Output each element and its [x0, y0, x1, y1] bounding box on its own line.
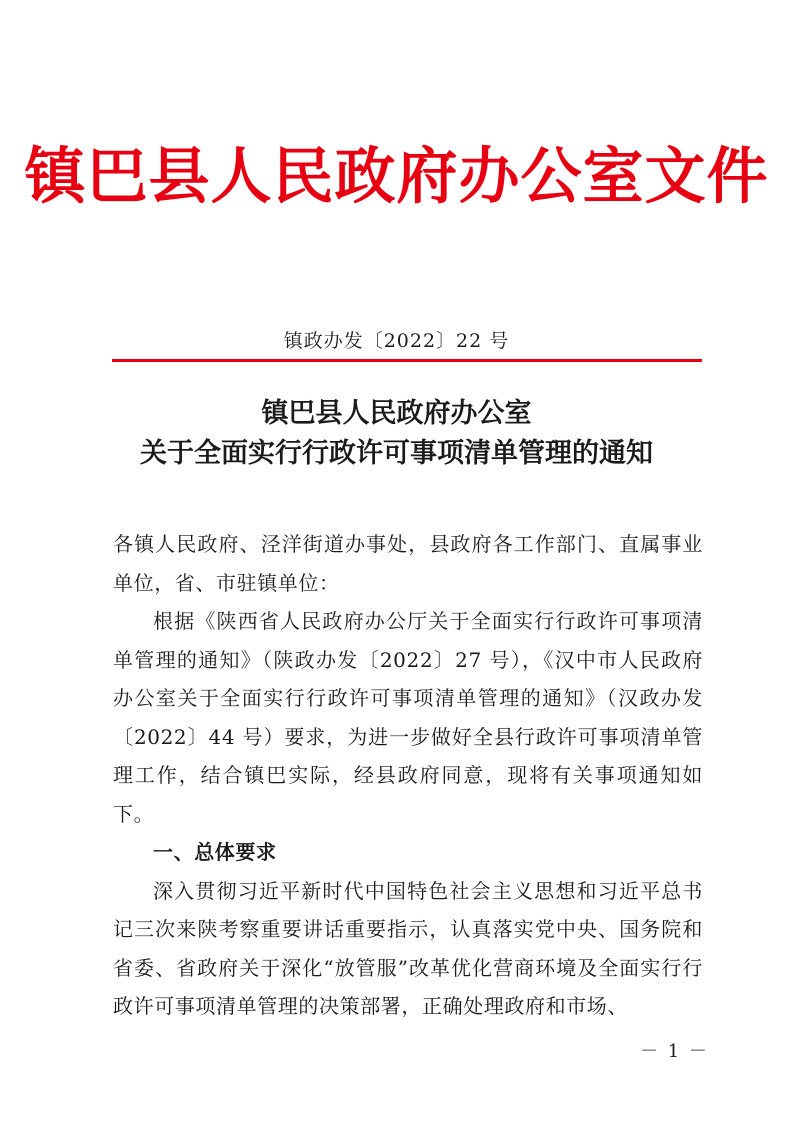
document-title	[0, 394, 793, 474]
body-paragraph-1: 根据《陕西省人民政府办公厅关于全面实行行政许可事项清单管理的通知》（陕政办发〔2022〕27 号），《汉中市人民政府办公室关于全面实行行政许可事项清单管理的通知》（汉政办发〔2022〕44 号）要求，为进一步做好全县行政许可事项清单管理工作，结合镇巴实际，经县政府同意，现将有关事项通知如下。	[113, 609, 703, 826]
section-heading-1: 一、总体要求	[153, 840, 277, 864]
document-number: 镇政办发〔2022〕22 号	[283, 330, 510, 352]
document-body	[113, 525, 703, 1026]
body-paragraph-2: 深入贯彻习近平新时代中国特色社会主义思想和习近平总书记三次来陕考察重要讲话重要指示，认真落实党中央、国务院和省委、省政府关于深化“放管服”改革优化营商环境及全面实行行政许可事项清单管理的决策部署，正确处理政府和市场、	[113, 878, 703, 1018]
addressee-paragraph: 各镇人民政府、泾洋街道办事处，县政府各工作部门、直属事业单位，省、市驻镇单位：	[113, 532, 703, 595]
document-title-line-2: 关于全面实行行政许可事项清单管理的通知	[140, 438, 653, 469]
document-title-line-1: 镇巴县人民政府办公室	[261, 398, 532, 429]
document-header-title: 镇巴县人民政府办公室文件	[24, 141, 769, 212]
page-number: － 1 －	[640, 1041, 709, 1062]
red-separator-line	[112, 359, 702, 362]
